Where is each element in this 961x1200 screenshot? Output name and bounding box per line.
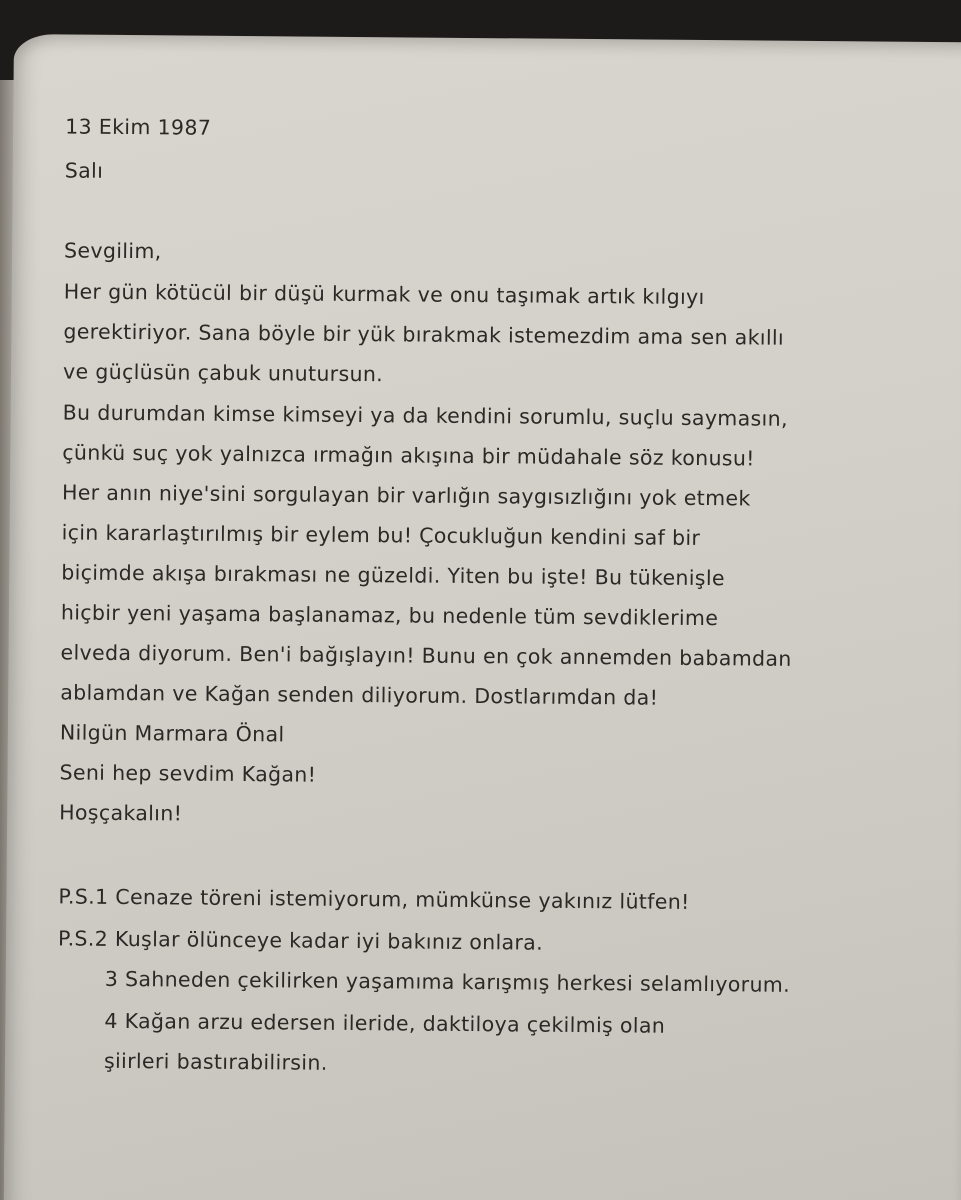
body-line: için kararlaştırılmış bir eylem bu! Çocukluğun kendini saf bir	[61, 520, 701, 551]
postscript-3: 3 Sahneden çekilirken yaşamıma karışmış herkesi selamlıyorum.	[104, 966, 791, 997]
postscript-1: P.S.1 Cenaze töreni istemiyorum, mümkünse yakınız lütfen!	[58, 884, 690, 914]
postscript-2: P.S.2 Kuşlar ölünceye kadar iyi bakınız onlara.	[58, 926, 544, 955]
body-line: ve güçlüsün çabuk unutursun.	[62, 359, 384, 387]
body-line: çünkü suç yok yalnızca ırmağın akışına bir müdahale söz konusu!	[62, 440, 755, 471]
body-line: Bu durumdan kimse kimseyi ya da kendini sorumlu, suçlu saymasın,	[62, 400, 788, 431]
letter-salutation: Sevgilim,	[64, 238, 162, 264]
postscript-4-continued: şiirleri bastırabilirsin.	[103, 1048, 328, 1075]
letter-signature: Nilgün Marmara Önal	[59, 720, 285, 747]
book-page	[4, 34, 961, 1200]
letter-farewell: Hoşçakalın!	[59, 800, 183, 826]
body-line: biçimde akışa bırakması ne güzeldi. Yiten bu işte! Bu tükenişle	[61, 560, 726, 591]
letter-closing: Seni hep sevdim Kağan!	[59, 760, 317, 787]
letter-day: Salı	[64, 158, 104, 183]
body-line: ablamdan ve Kağan senden diliyorum. Dostlarımdan da!	[60, 680, 659, 710]
body-line: elveda diyorum. Ben'i bağışlayın! Bunu en çok annemden babamdan	[60, 640, 792, 671]
body-line: Her gün kötücül bir düşü kurmak ve onu taşımak artık kılgıyı	[63, 279, 705, 310]
body-line: gerektiriyor. Sana böyle bir yük bırakmak istemezdim ama sen akıllı	[63, 319, 785, 350]
letter-text	[58, 114, 925, 1075]
body-line: hiçbir yeni yaşama başlanamaz, bu nedenle tüm sevdiklerime	[60, 600, 719, 631]
letter-date: 13 Ekim 1987	[65, 114, 212, 140]
body-line: Her anın niye'sini sorgulayan bir varlığın saygısızlığını yok etmek	[61, 480, 751, 511]
postscript-4: 4 Kağan arzu edersen ileride, daktiloya çekilmiş olan	[104, 1008, 666, 1038]
